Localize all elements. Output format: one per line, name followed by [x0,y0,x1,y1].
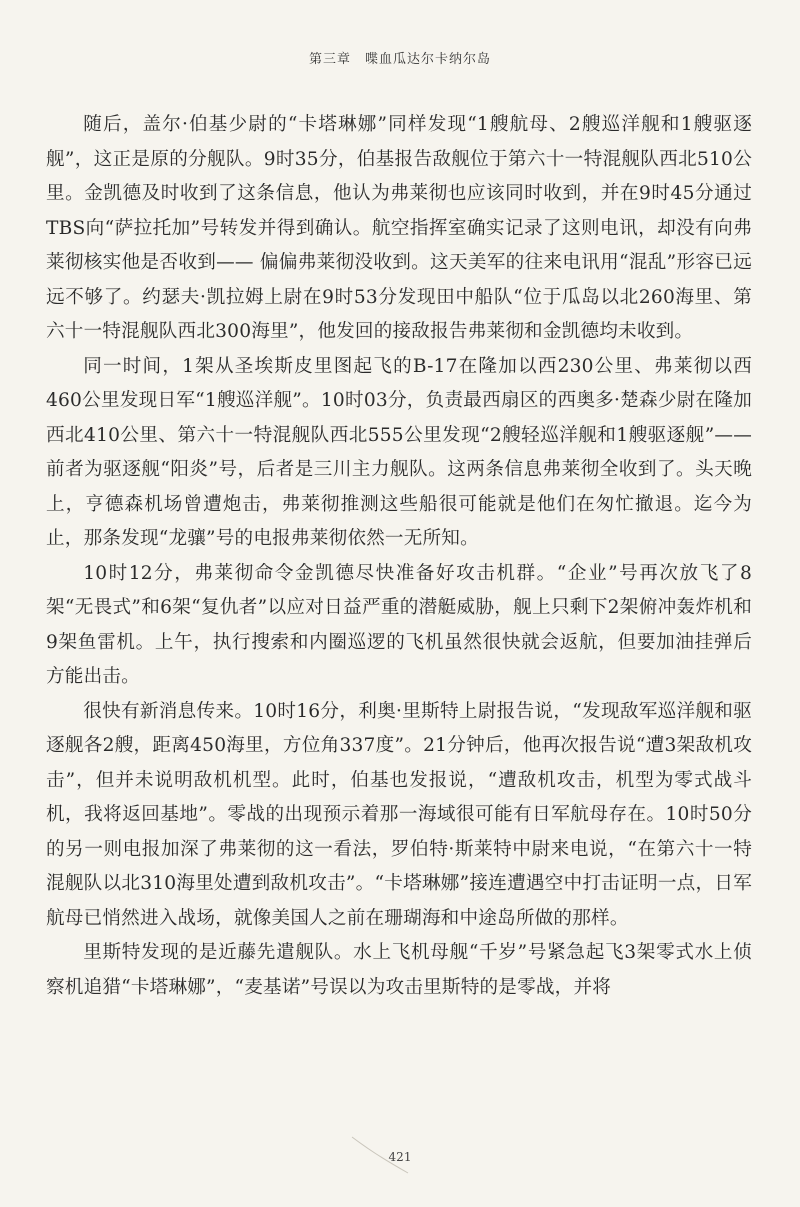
paragraph-5: 里斯特发现的是近藤先遣舰队。水上飞机母舰“千岁”号紧急起飞3架零式水上侦察机追猎“卡塔琳娜”，“麦基诺”号误以为攻击里斯特的是零战，并将 [46,942,752,998]
paragraph-4: 很快有新消息传来。10时16分，利奥·里斯特上尉报告说，“发现敌军巡洋舰和驱逐舰各2艘，距离450海里，方位角337度”。21分钟后，他再次报告说“遭3架敌机攻击”，但并未说明敌机机型。此时，伯基也发报说，“遭敌机攻击，机型为零式战斗机，我将返回基地”。零战的出现预示着那一海域很可能有日军航母存在。10时50分的另一则电报加深了弗莱彻的这一看法，罗伯特·斯莱特中尉来电说，“在第六十一特混舰队以北310海里处遭到敌机攻击”。“卡塔琳娜”接连遭遇空中打击证明一点，日军航母已悄然进入战场，就像美国人之前在珊瑚海和中途岛所做的那样。 [46,700,752,929]
paragraph-3: 10时12分，弗莱彻命令金凯德尽快准备好攻击机群。“企业”号再次放飞了8架“无畏式”和6架“复仇者”以应对日益严重的潜艇威胁，舰上只剩下2架俯冲轰炸机和9架鱼雷机。上午，执行搜索和内圈巡逻的飞机虽然很快就会返航，但要加油挂弹后方能出击。 [46,562,752,687]
running-header: 第三章 喋血瓜达尔卡纳尔岛 [308,52,491,67]
paragraph-1: 随后，盖尔·伯基少尉的“卡塔琳娜”同样发现“1艘航母、2艘巡洋舰和1艘驱逐舰”，这正是原的分舰队。9时35分，伯基报告敌舰位于第六十一特混舰队西北510公里。金凯德及时收到了这条信息，他认为弗莱彻也应该同时收到，并在9时45分通过TBS向“萨拉托加”号转发并得到确认。航空指挥室确实记录了这则电讯，却没有向弗莱彻核实他是否收到—— 偏偏弗莱彻没收到。这天美军的往来电讯用“混乱”形容已远远不够了。约瑟夫·凯拉姆上尉在9时53分发现田中船队“位于瓜岛以北260海里、第六十一特混舰队西北300海里”，他发回的接敌报告弗莱彻和金凯德均未收到。 [46,114,752,342]
page-number: 421 [388,1150,412,1164]
body-text [46,108,752,1005]
paragraph-2: 同一时间，1架从圣埃斯皮里图起飞的B-17在隆加以西230公里、弗莱彻以西460公里发现日军“1艘巡洋舰”。10时03分，负责最西扇区的西奥多·楚森少尉在隆加西北410公里、第六十一特混舰队西北555公里发现“2艘轻巡洋舰和1艘驱逐舰”—— 前者为驱逐舰“阳炎”号，后者是三川主力舰队。这两条信息弗莱彻全收到了。头天晚上，亨德森机场曾遭炮击，弗莱彻推测这些船很可能就是他们在匆忙撤退。迄今为止，那条发现“龙骧”号的电报弗莱彻依然一无所知。 [46,355,752,549]
